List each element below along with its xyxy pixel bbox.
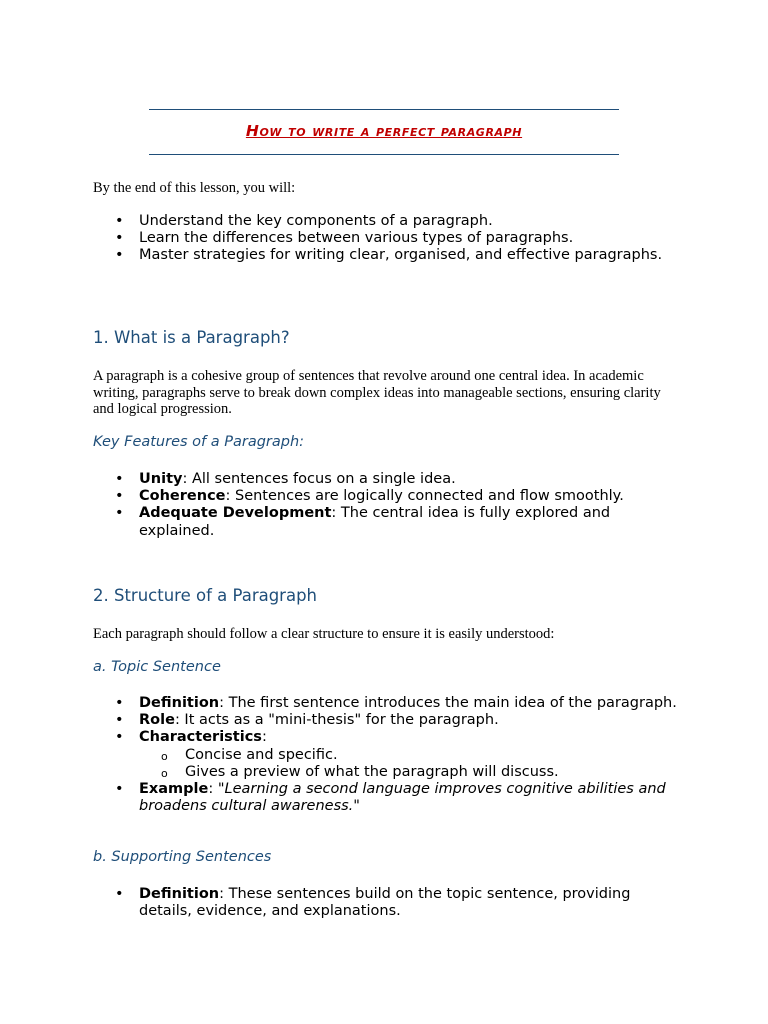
section-2-heading: 2. Structure of a Paragraph: [93, 586, 318, 605]
feature-text: : Sentences are logically connected and flow smoothly.: [225, 488, 624, 505]
supporting-sentences-list: [93, 886, 683, 920]
term: Characteristics: [139, 729, 262, 746]
title-rule-top: [149, 109, 619, 110]
term-text: : These sentences build on the topic sentence, providing details, evidence, and explanations.: [139, 886, 631, 920]
term-text: : The first sentence introduces the main idea of the paragraph.: [219, 695, 677, 711]
sub-list-item: o Concise and specific.: [139, 747, 683, 764]
example-quote: Learning a second language improves cognitive abilities and broadens cultural awareness.: [139, 781, 666, 815]
example-open: : ": [208, 781, 225, 798]
feature-term: Adequate Development: [139, 505, 332, 522]
example-close: ": [353, 798, 360, 815]
key-features-heading: Key Features of a Paragraph:: [93, 434, 305, 450]
title-rule-bottom: [149, 154, 619, 155]
list-item: [93, 471, 683, 488]
characteristics-list: [139, 747, 683, 781]
intro-text: By the end of this lesson, you will:: [93, 180, 296, 196]
section-1-body: A paragraph is a cohesive group of sentences that revolve around one central idea. In academic writing, paragraphs serve to break down complex ideas into manageable sections, ensuring clarity and logical progression.: [93, 368, 661, 417]
list-item: • Learn the differences between various types of paragraphs.: [93, 230, 683, 247]
sub-list-item: o Gives a preview of what the paragraph will discuss.: [139, 764, 683, 781]
feature-text: : The central idea is fully explored and explained.: [139, 505, 611, 539]
term: Definition: [139, 886, 220, 902]
topic-sentence-heading: a. Topic Sentence: [93, 659, 221, 675]
list-item: [93, 505, 683, 539]
term: Role: [139, 712, 175, 729]
section-2-body: Each paragraph should follow a clear structure to ensure it is easily understood:: [93, 626, 555, 642]
list-item: • Master strategies for writing clear, organised, and effective paragraphs.: [93, 247, 683, 264]
term-text: : It acts as a "mini-thesis" for the paragraph.: [174, 712, 499, 729]
term-text: :: [261, 729, 267, 746]
list-item: [93, 712, 683, 729]
list-item: [93, 729, 683, 781]
feature-term: Coherence: [139, 488, 226, 505]
list-item: • Understand the key components of a paragraph.: [93, 213, 683, 230]
list-item: [93, 488, 683, 505]
feature-text: : All sentences focus on a single idea.: [182, 471, 456, 487]
section-1-heading: 1. What is a Paragraph?: [93, 328, 290, 347]
page-title: How to write a perfect paragraph: [245, 122, 523, 140]
supporting-sentences-heading: b. Supporting Sentences: [93, 849, 272, 865]
term: Definition: [139, 695, 220, 711]
list-item: [93, 695, 683, 712]
term: Example: [139, 781, 209, 798]
topic-sentence-list: [93, 695, 683, 815]
objectives-list: [93, 213, 683, 265]
list-item: [93, 781, 683, 815]
feature-term: Unity: [139, 471, 183, 487]
list-item: [93, 886, 683, 920]
features-list: [93, 471, 683, 540]
